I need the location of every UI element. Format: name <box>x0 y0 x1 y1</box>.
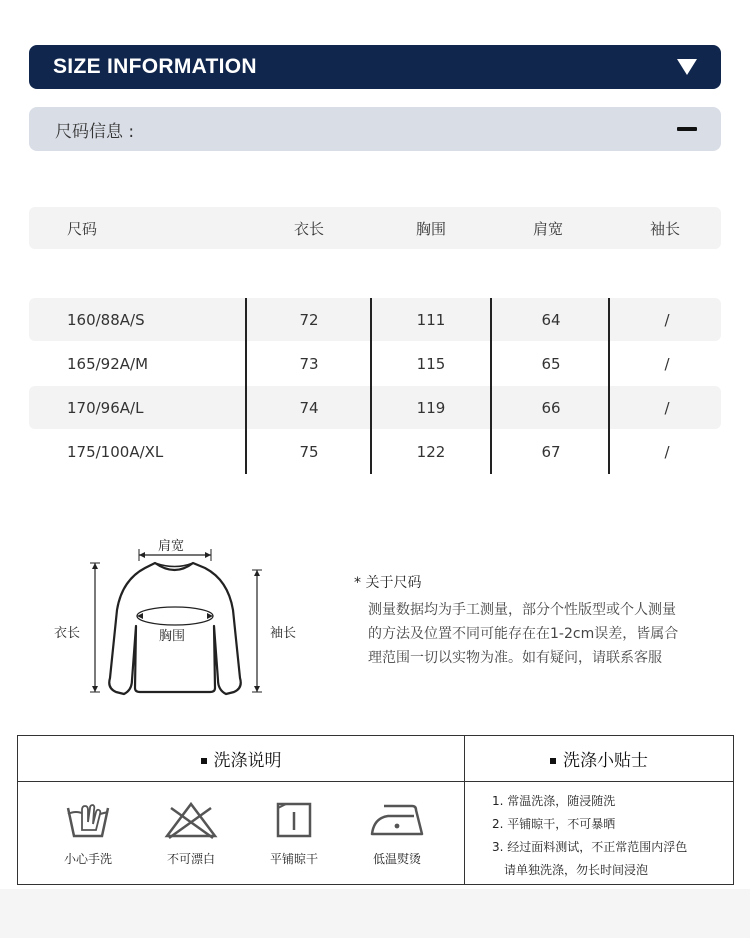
header-title: SIZE INFORMATION <box>53 55 257 78</box>
garment-measurement-diagram <box>50 530 310 710</box>
cell-length: 74 <box>299 398 319 417</box>
bullet-icon <box>201 758 207 764</box>
size-info-subheader[interactable] <box>29 107 721 151</box>
col-shoulder: 肩宽 <box>532 219 564 238</box>
sleeve-label: 袖长 <box>270 626 297 641</box>
note-body <box>354 598 714 670</box>
care-icons-row <box>18 782 465 884</box>
subheader-title: 尺码信息 : <box>55 121 135 142</box>
cell-shoulder: 66 <box>541 398 561 417</box>
cell-sleeve: / <box>664 398 670 417</box>
tip-line: 2. 平铺晾干，不可暴晒 <box>492 817 616 831</box>
care-item-low-iron <box>347 800 447 867</box>
care-right-header <box>465 736 733 782</box>
no-bleach-icon <box>163 800 219 840</box>
cell-size: 160/88A/S <box>67 310 145 329</box>
cell-chest: 122 <box>416 442 446 461</box>
care-left-title: 洗涤说明 <box>213 751 282 771</box>
column-divider <box>245 298 247 474</box>
cell-chest: 115 <box>416 354 446 373</box>
care-item-label: 低温熨烫 <box>372 852 421 866</box>
note-line: 的方法及位置不同可能存在在1-2cm误差，皆属合 <box>368 626 679 642</box>
dry-flat-icon <box>274 800 314 840</box>
sweatshirt-icon <box>50 530 310 710</box>
cell-sleeve: / <box>664 442 670 461</box>
tip-line: 请单独洗涤，勿长时间浸泡 <box>504 863 649 877</box>
care-left-header <box>18 736 465 782</box>
care-item-label: 不可漂白 <box>166 852 215 866</box>
cell-size: 175/100A/XL <box>67 442 164 461</box>
note-line: 测量数据均为手工测量，部分个性版型或个人测量 <box>368 602 676 618</box>
tip-line: 3. 经过面料测试，不正常范围内浮色 <box>492 840 688 854</box>
footer-strip <box>0 889 750 938</box>
care-right-title: 洗涤小贴士 <box>563 751 648 771</box>
size-table-header <box>29 207 721 249</box>
col-chest: 胸围 <box>415 219 447 238</box>
cell-length: 75 <box>299 442 319 461</box>
care-item-dry-flat <box>244 800 344 867</box>
minus-icon[interactable] <box>677 127 697 131</box>
cell-sleeve: / <box>664 354 670 373</box>
cell-length: 72 <box>299 310 319 329</box>
cell-chest: 111 <box>416 310 446 329</box>
length-label: 衣长 <box>54 626 81 641</box>
cell-chest: 119 <box>416 398 446 417</box>
shoulder-label: 肩宽 <box>158 539 185 554</box>
care-item-label: 平铺晾干 <box>269 852 318 866</box>
col-size: 尺码 <box>67 219 98 238</box>
size-info-header[interactable] <box>29 45 721 89</box>
cell-shoulder: 67 <box>541 442 561 461</box>
note-line: 理范围一切以实物为准。如有疑问，请联系客服 <box>368 650 662 666</box>
care-item-hand-wash <box>38 800 138 867</box>
cell-shoulder: 65 <box>541 354 561 373</box>
table-row <box>29 386 721 429</box>
care-tips-list <box>492 790 732 882</box>
care-item-no-bleach <box>141 800 241 867</box>
cell-size: 165/92A/M <box>67 354 149 373</box>
hand-wash-icon <box>64 800 112 840</box>
table-row <box>29 430 721 473</box>
column-divider <box>490 298 492 474</box>
tip-line: 1. 常温洗涤，随浸随洗 <box>492 794 616 808</box>
low-iron-icon <box>368 800 426 840</box>
note-title: * 关于尺码 <box>354 575 422 591</box>
column-divider <box>370 298 372 474</box>
column-divider <box>608 298 610 474</box>
table-row <box>29 298 721 341</box>
col-length: 衣长 <box>293 219 325 238</box>
col-sleeve: 袖长 <box>649 219 681 238</box>
table-row <box>29 342 721 385</box>
cell-length: 73 <box>299 354 319 373</box>
cell-shoulder: 64 <box>541 310 561 329</box>
triangle-down-icon[interactable] <box>677 59 697 75</box>
cell-size: 170/96A/L <box>67 398 144 417</box>
chest-label: 胸围 <box>159 629 186 644</box>
care-item-label: 小心手洗 <box>63 852 112 866</box>
size-note <box>354 572 714 670</box>
bullet-icon <box>550 758 556 764</box>
cell-sleeve: / <box>664 310 670 329</box>
